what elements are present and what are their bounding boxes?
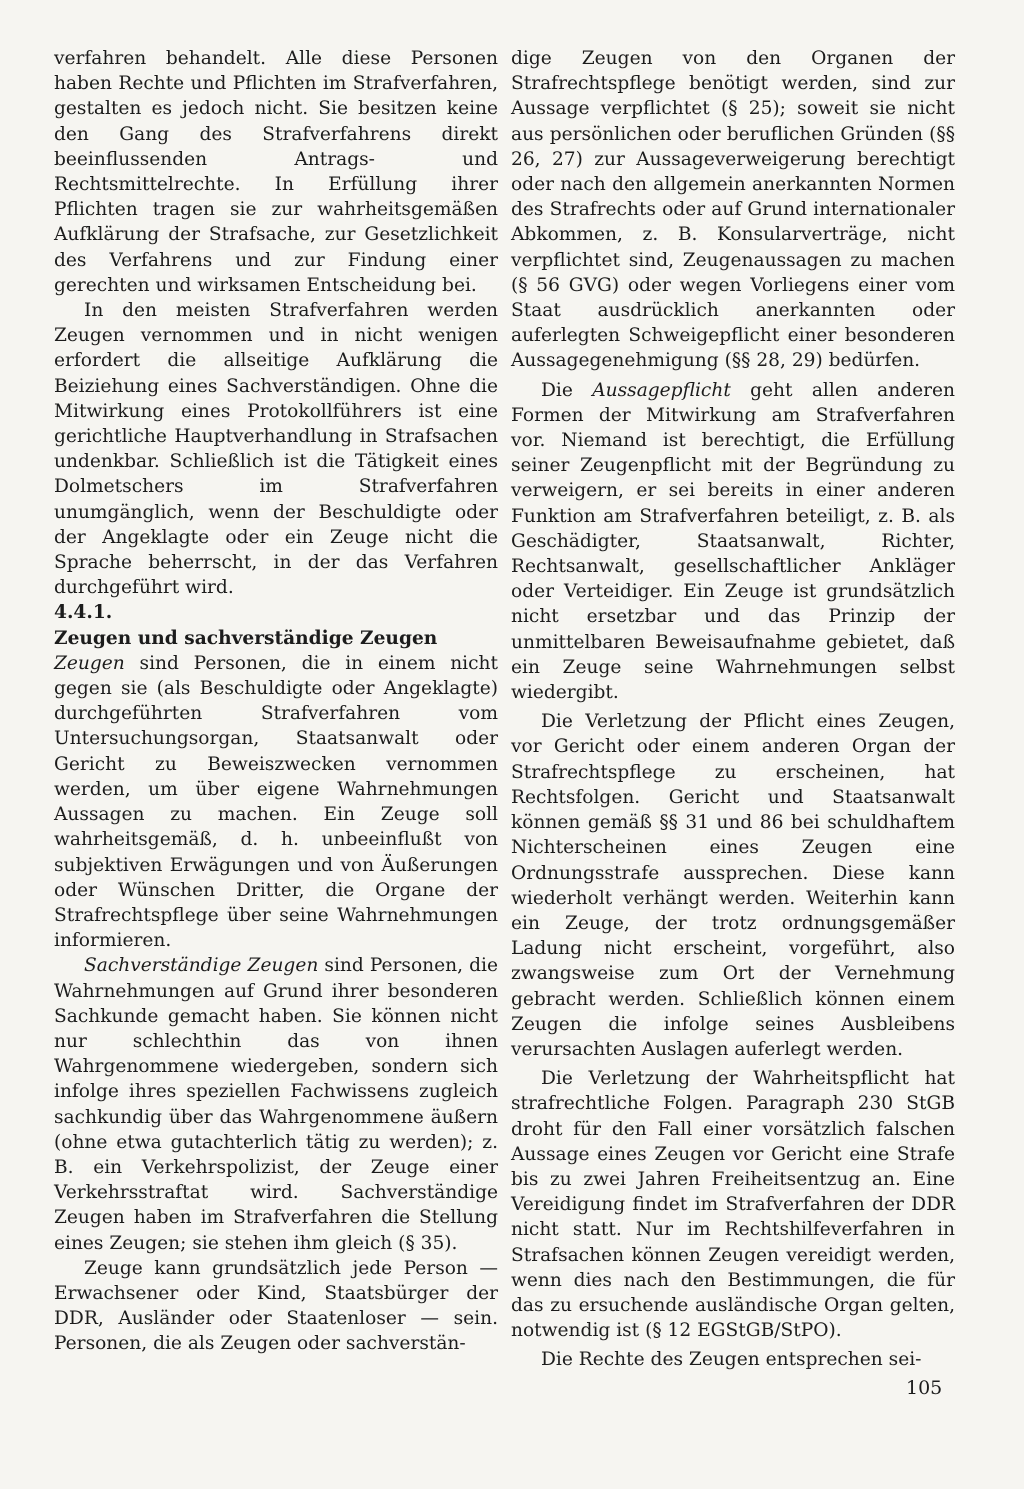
paragraph-text: sind Personen, die Wahrnehmungen auf Grund ihrer besonderen Sachkunde gemacht haben. Sie können nicht nur schlechthin das von ihnen Wahrgenommene wiedergeben, sondern sich infolge ihres speziellen Fachwissens zugleich sachkundig über das Wahrgenommene äußern (ohne etwa gutachterlich tätig zu werden); z. B. ein Verkehrspolizist, der Zeuge einer Verkehrsstraftat wird. Sachverständige Zeugen haben im Strafverfahren die Stellung eines Zeugen; sie stehen ihm gleich (§ 35). bbox=[54, 955, 498, 1254]
paragraph: dige Zeugen von den Organen der Strafrechtspflege benötigt werden, sind zur Aussage verpflichtet (§ 25); soweit sie nicht aus persönlichen oder beruflichen Gründen (§§ 26, 27) zur Aussageverweigerung berechtigt oder nach den allgemein anerkannten Normen des Strafrechts oder auf Grund internationaler Abkommen, z. B. Konsularverträge, nicht verpflichtet sind, Zeugenaussagen zu machen (§ 56 GVG) oder wegen Vorliegens einer vom Staat ausdrücklich anerkannten oder auferlegten Schweigepflicht einer besonderen Aussagegenehmigung (§§ 28, 29) bedürfen. bbox=[511, 48, 955, 372]
section-heading: Zeugen und sachverständige Zeugen bbox=[54, 627, 438, 649]
paragraph: Die Verletzung der Wahrheitspflicht hat strafrechtliche Folgen. Paragraph 230 StGB droht für den Fall einer vorsätzlich falschen Aussage eines Zeugen vor Gericht eine Strafe bis zu zwei Jahren Freiheitsentzug an. Eine Vereidigung findet im Strafverfahren der DDR nicht statt. Nur im Rechtshilfeverfahren in Strafsachen können Zeugen vereidigt werden, wenn dies nach den Bestimmungen, die für das zu ersuchende ausländische Organ gelten, notwendig ist (§ 12 EGStGB/StPO). bbox=[511, 1068, 955, 1342]
page-number: 105 bbox=[906, 1377, 943, 1399]
paragraph bbox=[54, 651, 498, 953]
paragraph bbox=[511, 378, 955, 706]
paragraph: Die Verletzung der Pflicht eines Zeugen, vor Gericht oder einem anderen Organ der Strafrechtspflege zu erscheinen, hat Rechtsfolgen. Gericht und Staatsanwalt können gemäß §§ 31 und 86 bei schuldhaftem Nichterscheinen eines Zeugen eine Ordnungsstrafe aussprechen. Diese kann wiederholt verhängt werden. Weiterhin kann ein Zeuge, der trotz ordnungsgemäßer Ladung nicht erscheint, vorgeführt, also zwangsweise zum Ort der Vernehmung gebracht werden. Schließlich können einem Zeugen die infolge seines Ausbleibens verursachten Auslagen auferlegt werden. bbox=[511, 711, 955, 1060]
right-column bbox=[511, 46, 955, 1373]
left-column bbox=[54, 46, 498, 1357]
paragraph bbox=[54, 953, 498, 1255]
paragraph: In den meisten Strafverfahren werden Zeugen vernommen und in nicht wenigen erfordert die allseitige Aufklärung die Beiziehung eines Sachverständigen. Ohne die Mitwirkung eines Protokollführers ist eine gerichtliche Hauptverhandlung in Strafsachen undenkbar. Schließlich ist die Tätigkeit eines Dolmetschers im Strafverfahren unumgänglich, wenn der Beschuldigte oder der Angeklagte oder ein Zeuge nicht die Sprache beherrscht, in der das Verfahren durchgeführt wird. bbox=[54, 300, 498, 599]
paragraph: Die Rechte des Zeugen entsprechen sei- bbox=[541, 1349, 922, 1371]
paragraph: Zeuge kann grundsätzlich jede Person — Erwachsener oder Kind, Staatsbürger der DDR, Ausländer oder Staatenloser — sein. Personen, die als Zeugen oder sachverstän- bbox=[54, 1257, 498, 1355]
defined-term: Zeugen bbox=[54, 652, 125, 674]
paragraph: verfahren behandelt. Alle diese Personen haben Rechte und Pflichten im Strafverfahren, gestalten es jedoch nicht. Sie besitzen keine den Gang des Strafverfahrens direkt beeinflussenden Antrags- und Rechtsmittelrechte. In Erfüllung ihrer Pflichten tragen sie zur wahrheitsgemäßen Aufklärung der Strafsache, zur Gesetzlichkeit des Verfahrens und zur Findung einer gerechten und wirksamen Entscheidung bei. bbox=[54, 48, 498, 296]
defined-term: Sachverständige Zeugen bbox=[84, 955, 319, 977]
paragraph-text: geht allen anderen Formen der Mitwirkung am Strafverfahren vor. Niemand ist berechtigt, die Erfüllung seiner Zeugenpflicht mit der Begründung zu verweigern, er sei bereits in einer anderen Funktion am Strafverfahren beteiligt, z. B. als Geschädigter, Staatsanwalt, Richter, Rechtsanwalt, gesellschaftlicher Ankläger oder Verteidiger. Ein Zeuge ist grundsätzlich nicht ersetzbar und das Prinzip der unmittelbaren Beweisaufnahme gebietet, daß ein Zeuge seine Wahrnehmungen selbst wiedergibt. bbox=[511, 379, 955, 704]
paragraph-text: Die bbox=[541, 379, 593, 401]
defined-term: Aussagepflicht bbox=[592, 379, 731, 401]
section-number: 4.4.1. bbox=[54, 602, 113, 624]
paragraph-text: sind Personen, die in einem nicht gegen sie (als Beschuldigte oder Angeklagte) durchgeführten Strafverfahren vom Untersuchungsorgan, Staatsanwalt oder Gericht zu Beweiszwecken vernommen werden, um über eigene Wahrnehmungen Aussagen zu machen. Ein Zeuge soll wahrheitsgemäß, d. h. unbeeinflußt von subjektiven Erwägungen und von Äußerungen oder Wünschen Dritter, die Organe der Strafrechtspflege über seine Wahrnehmungen informieren. bbox=[54, 652, 498, 952]
